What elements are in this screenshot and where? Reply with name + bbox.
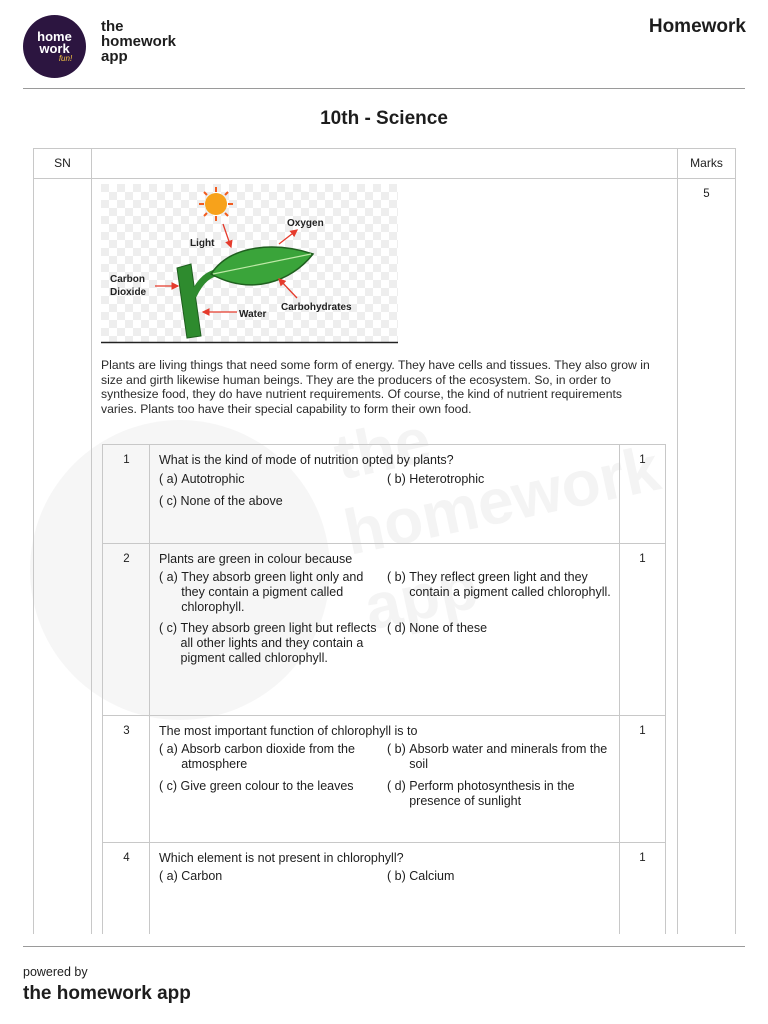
- header-row-divider: [34, 178, 735, 179]
- option-label: ( a): [159, 742, 182, 756]
- option-text: None of the above: [180, 494, 283, 508]
- option-label: ( a): [159, 570, 182, 584]
- brand-line: app: [101, 48, 128, 65]
- option-b: [387, 742, 612, 772]
- app-logo: [23, 15, 86, 78]
- question-text: The most important function of chlorophyll is to: [159, 724, 418, 738]
- question-row: [103, 445, 665, 543]
- option-text: Perform photosynthesis in the presence of sunlight: [409, 779, 575, 808]
- question-number: 4: [123, 852, 130, 864]
- option-text: Autotrophic: [181, 472, 245, 486]
- option-text: They absorb green light only and they contain a pigment called chlorophyll.: [181, 570, 364, 614]
- column-divider: [677, 149, 678, 934]
- diagram-label-carbohydrates: Carbohydrates: [281, 302, 352, 313]
- diagram-label-oxygen: Oxygen: [287, 218, 324, 229]
- powered-by-label: powered by: [23, 965, 88, 979]
- option-label: ( b): [387, 869, 410, 883]
- option-label: ( b): [387, 742, 410, 756]
- option-b: [387, 472, 612, 487]
- question-row: [103, 544, 665, 715]
- option-text: Absorb carbon dioxide from the atmosphere: [181, 742, 355, 771]
- photosynthesis-diagram: [101, 184, 398, 344]
- diagram-label-carbon: Carbon: [110, 274, 145, 285]
- brand-line: the: [101, 18, 124, 35]
- question-number: 1: [123, 454, 130, 466]
- option-text: None of these: [409, 621, 488, 635]
- question-marks: 1: [639, 553, 646, 565]
- header-divider: [23, 88, 745, 89]
- option-text: Absorb water and minerals from the soil: [409, 742, 608, 771]
- diagram-label-water: Water: [239, 309, 267, 320]
- option-label: ( d): [387, 621, 410, 635]
- document-type: Homework: [648, 16, 746, 37]
- logo-text-home: home: [37, 28, 72, 44]
- logo-text-work: work: [39, 40, 70, 56]
- question-row: [103, 843, 665, 934]
- logo-text-fun: fun!: [58, 53, 73, 63]
- question-row: [103, 716, 665, 842]
- question-text: Which element is not present in chlorophyll?: [159, 851, 404, 865]
- option-label: ( d): [387, 779, 410, 793]
- diagram-label-light: Light: [190, 238, 215, 249]
- question-text: What is the kind of mode of nutrition opted by plants?: [159, 453, 454, 467]
- option-a: [159, 472, 384, 487]
- option-c: [159, 621, 384, 666]
- question-number: 3: [123, 725, 130, 737]
- option-c: [159, 779, 384, 794]
- option-d: [387, 779, 612, 809]
- option-text: Carbon: [181, 869, 223, 883]
- option-d: [387, 621, 612, 636]
- option-text: Give green colour to the leaves: [180, 779, 354, 793]
- brand-line: homework: [101, 33, 177, 50]
- brand-name: [101, 19, 176, 64]
- option-a: [159, 869, 384, 884]
- option-a: [159, 742, 384, 772]
- footer-divider: [23, 946, 745, 947]
- question-number: 2: [123, 553, 130, 565]
- option-a: [159, 570, 384, 615]
- question-marks: 1: [639, 852, 646, 864]
- option-b: [387, 570, 612, 600]
- option-label: ( c): [159, 779, 181, 793]
- option-label: ( a): [159, 472, 182, 486]
- option-label: ( c): [159, 621, 181, 635]
- page-header: [0, 0, 768, 90]
- option-c: [159, 494, 384, 509]
- column-header-sn: SN: [54, 156, 71, 170]
- page-title: 10th - Science: [320, 108, 448, 129]
- question-text: Plants are green in colour because: [159, 552, 353, 566]
- option-text: Heterotrophic: [409, 472, 485, 486]
- diagram-label-dioxide: Dioxide: [110, 287, 147, 298]
- question-marks: 1: [639, 725, 646, 737]
- option-label: ( c): [159, 494, 181, 508]
- questions-table: [102, 444, 666, 934]
- option-label: ( b): [387, 472, 410, 486]
- question-marks: 1: [639, 454, 646, 466]
- reading-passage: Plants are living things that need some form of energy. They have cells and tissues. They also grow in size and girth likewise human beings. They are the producers of the ecosystem. So, in order to synthesize food, they do have nutrient requirements. Of course, the kind of nutrient requirements varies. Plants too have their special capability to form their own food.: [101, 358, 650, 416]
- option-label: ( b): [387, 570, 410, 584]
- option-text: They reflect green light and they contain a pigment called chlorophyll.: [409, 570, 611, 599]
- option-b: [387, 869, 612, 884]
- footer-brand: the homework app: [23, 983, 191, 1004]
- option-text: Calcium: [409, 869, 455, 883]
- column-divider: [91, 149, 92, 934]
- option-text: They absorb green light but reflects all other lights and they contain a pigment called chlorophyll.: [180, 621, 377, 665]
- option-label: ( a): [159, 869, 182, 883]
- section-marks: 5: [703, 188, 710, 200]
- column-header-marks: Marks: [690, 156, 723, 170]
